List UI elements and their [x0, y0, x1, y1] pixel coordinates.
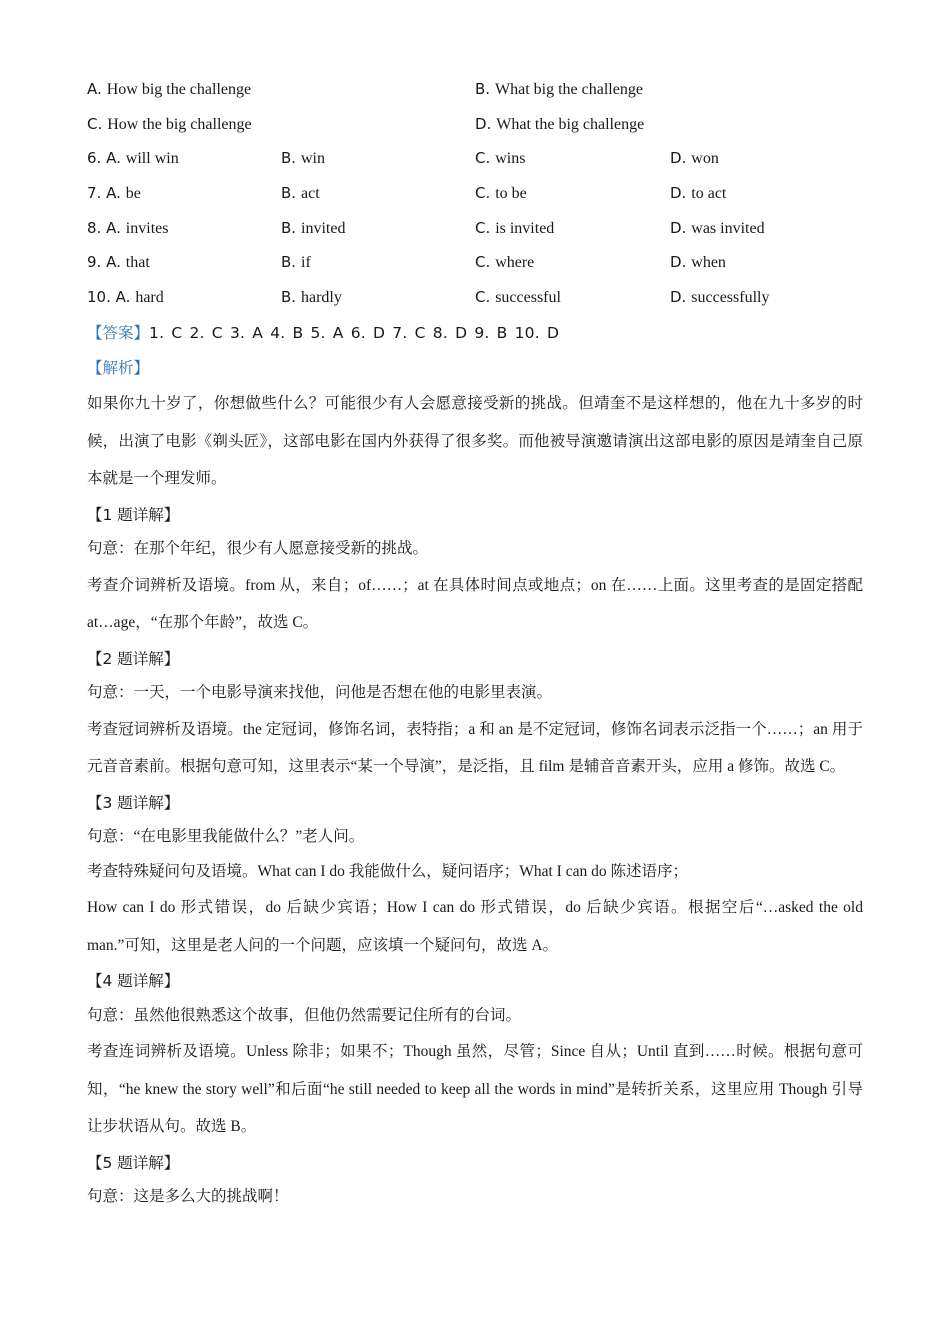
detail-explanation: 考查连词辨析及语境。Unless 除非；如果不；Though 虽然，尽管；Since 自从；Until 直到……时候。根据句意可知，“he knew the story well”和后面“he still needed to keep all the words in mind”是转折关系，这里应用 Though 引导让步状语从句。故选 B。: [87, 1043, 863, 1135]
option-label: 6. A.: [87, 149, 121, 168]
options-row: [87, 111, 867, 146]
options-row: [87, 180, 867, 215]
options-row: [87, 215, 867, 250]
option-text: that: [125, 254, 150, 272]
detail-heading: 【3 题详解】: [87, 793, 180, 812]
option-text: is invited: [495, 219, 555, 237]
detail-meaning: 句意：虽然他很熟悉这个故事，但他仍然需要记住所有的台词。: [87, 1006, 522, 1024]
option: [87, 115, 252, 134]
detail-meaning: 句意：“在电影里我能做什么？”老人问。: [87, 828, 365, 845]
option-text: hard: [135, 289, 164, 307]
option-label: 7. A.: [87, 184, 121, 203]
options-grid: [87, 76, 867, 319]
options-row: [87, 76, 867, 111]
option: [475, 80, 643, 99]
option-label: 10. A.: [87, 288, 131, 307]
option-text: What the big challenge: [496, 115, 645, 133]
option-label: D.: [670, 218, 687, 237]
option-label: B.: [281, 149, 297, 168]
option-text: to be: [495, 185, 527, 203]
answer-tag: 【答案】: [87, 324, 150, 342]
option-label: A.: [87, 80, 102, 98]
option-label: B.: [281, 184, 297, 203]
options-row: [87, 145, 867, 180]
option-label: D.: [670, 253, 687, 272]
option-text: What big the challenge: [495, 81, 643, 98]
option-label: 8. A.: [87, 218, 121, 237]
option-label: D.: [670, 184, 687, 203]
option-text: invited: [301, 219, 346, 237]
detail-meaning: 句意：在那个年纪，很少有人愿意接受新的挑战。: [87, 540, 429, 557]
option-label: B.: [281, 288, 297, 307]
option-text: win: [301, 150, 325, 168]
option: [475, 115, 644, 134]
options-row: [87, 249, 867, 284]
option-text: successful: [495, 289, 561, 307]
option-text: act: [301, 185, 320, 203]
analysis-tag: 【解析】: [87, 359, 150, 377]
option-text: where: [495, 254, 535, 272]
option-text: will win: [125, 150, 179, 168]
option-label: B.: [281, 218, 297, 237]
option-label: C.: [475, 218, 491, 237]
detail-heading: 【2 题详解】: [87, 649, 180, 668]
option-label: D.: [475, 114, 492, 133]
option-text: How the big challenge: [107, 115, 252, 133]
answer-line: [87, 321, 559, 343]
detail-meaning: 句意：一天，一个电影导演来找他，问他是否想在他的电影里表演。: [87, 684, 553, 701]
analysis-body: [87, 385, 863, 1215]
option-text: if: [301, 254, 311, 272]
option-label: B.: [475, 80, 491, 98]
detail-explanation: 考查介词辨析及语境。from 从，来自；of……；at 在具体时间点或地点；on 在……上面。这里考查的是固定搭配 at…age，“在那个年龄”，故选 C。: [87, 576, 863, 631]
options-row: [87, 284, 867, 319]
option-label: D.: [670, 288, 687, 307]
option-text: hardly: [301, 289, 342, 307]
option-text: wins: [495, 150, 526, 168]
detail-explanation-line: 考查特殊疑问句及语境。What can I do 我能做什么，疑问语序；What I can do 陈述语序；: [87, 862, 688, 880]
detail-explanation: How can I do 形式错误，do 后缺少宾语；How I can do 形式错误，do 后缺少宾语。根据空后“…asked the old man.”可知，这里是老人问的一个问题，应该填一个疑问句，故选 A。: [87, 899, 863, 954]
detail-explanation: 考查冠词辨析及语境。the 定冠词，修饰名词，表特指；a 和 an 是不定冠词，修饰名词表示泛指一个……；an 用于元音音素前。根据句意可知，这里表示“某一个导演”，是泛指，且 film 是辅音音素开头，应用 a 修饰。故选 C。: [87, 720, 863, 775]
option-label: C.: [475, 184, 491, 203]
option-text: be: [125, 185, 141, 203]
option: [87, 80, 251, 99]
option-text: invites: [125, 219, 169, 237]
option-text: won: [691, 150, 719, 168]
option-label: 9. A.: [87, 253, 121, 272]
option-text: when: [691, 254, 726, 272]
option-label: C.: [475, 149, 491, 168]
passage-summary: 如果你九十岁了，你想做些什么？可能很少有人会愿意接受新的挑战。但靖奎不是这样想的，他在九十多岁的时候，出演了电影《剃头匠》，这部电影在国内外获得了很多奖。而他被导演邀请演出这部电影的原因是靖奎自己原本就是一个理发师。: [87, 395, 863, 487]
option-label: B.: [281, 253, 297, 272]
detail-heading: 【1 题详解】: [87, 505, 180, 524]
option-label: C.: [475, 288, 491, 307]
option-text: How big the challenge: [106, 81, 252, 98]
option-label: C.: [475, 253, 491, 272]
option-text: successfully: [691, 289, 770, 307]
option-label: C.: [87, 114, 103, 133]
option-text: was invited: [691, 219, 765, 237]
detail-heading: 【5 题详解】: [87, 1153, 180, 1172]
option-text: to act: [691, 185, 727, 203]
detail-heading: 【4 题详解】: [87, 972, 180, 990]
detail-meaning: 句意：这是多么大的挑战啊！: [87, 1188, 289, 1205]
option-label: D.: [670, 149, 687, 168]
answer-keys: 1. C 2. C 3. A 4. B 5. A 6. D 7. C 8. D 9. B 10. D: [149, 324, 560, 342]
